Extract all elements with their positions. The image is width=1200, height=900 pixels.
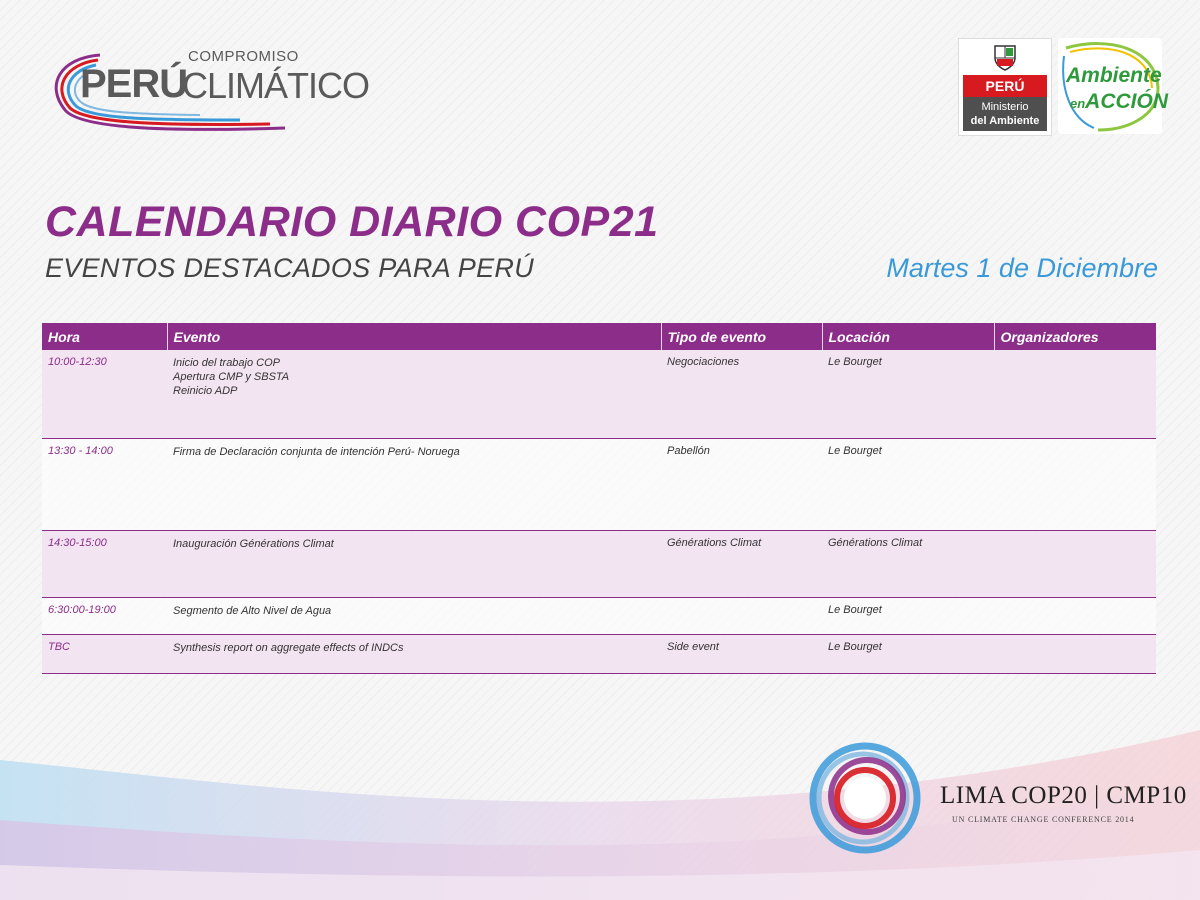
evento-line: Segmento de Alto Nivel de Agua: [173, 604, 332, 617]
cell-locacion: Le Bourget: [822, 350, 994, 438]
lima-cop20-ring-icon: [805, 738, 925, 858]
cell-locacion: Le Bourget: [822, 634, 994, 673]
cell-evento: [167, 530, 661, 597]
date-label: Martes 1 de Diciembre: [886, 253, 1158, 283]
logo-compromiso-text: COMPROMISO: [188, 48, 299, 65]
cell-hora: 14:30-15:00: [42, 530, 167, 597]
ministerio-ambiente-logo: [958, 38, 1169, 138]
page-subtitle: EVENTOS DESTACADOS PARA PERÚ: [45, 253, 535, 283]
cell-organizadores: [994, 350, 1156, 438]
cell-organizadores: [994, 597, 1156, 634]
lima-cop20-subtitle: UN CLIMATE CHANGE CONFERENCE 2014: [952, 815, 1135, 824]
cell-organizadores: [994, 530, 1156, 597]
header-evento: Evento: [167, 323, 661, 350]
ministry-line2: del Ambiente: [970, 115, 1040, 127]
cell-tipo: [661, 597, 822, 634]
cell-tipo: Pabellón: [661, 438, 822, 530]
cell-evento: [167, 438, 661, 530]
cell-hora: 10:00-12:30: [42, 350, 167, 438]
logo-peru-text: PERÚ: [80, 62, 188, 106]
header-organizadores: Organizadores: [994, 323, 1156, 350]
cell-evento: [167, 350, 661, 438]
evento-line: Firma de Declaración conjunta de intención Perú- Noruega: [173, 445, 460, 458]
en-text: en: [1070, 96, 1086, 111]
coat-of-arms-icon: [993, 44, 1017, 72]
cell-locacion: Générations Climat: [822, 530, 994, 597]
ambiente-en-accion-logo: [1058, 38, 1169, 134]
header-tipo: Tipo de evento: [661, 323, 822, 350]
en-accion-text: [1070, 90, 1168, 114]
accion-text: ACCIÓN: [1085, 90, 1169, 113]
table-row: [42, 634, 1156, 673]
table-row: [42, 597, 1156, 634]
ministry-label: [963, 97, 1047, 131]
cell-organizadores: [994, 438, 1156, 530]
peru-label: PERÚ: [963, 75, 1047, 97]
evento-line: Apertura CMP y SBSTA: [173, 371, 290, 383]
table-row: [42, 438, 1156, 530]
evento-line: Inauguración Générations Climat: [173, 537, 334, 550]
lima-cop20-text: LIMA COP20 | CMP10: [940, 782, 1187, 809]
evento-line: Reinicio ADP: [173, 385, 238, 397]
table-row: [42, 530, 1156, 597]
peru-ministry-badge: [958, 38, 1052, 136]
cell-tipo: Negociaciones: [661, 350, 822, 438]
cell-locacion: Le Bourget: [822, 438, 994, 530]
header-hora: Hora: [42, 323, 167, 350]
cell-evento: [167, 597, 661, 634]
peru-compromiso-climatico-logo: [40, 40, 370, 135]
logo-climatico-text: CLIMÁTICO: [182, 65, 370, 106]
table-row: [42, 350, 1156, 438]
page-title: CALENDARIO DIARIO COP21: [45, 198, 659, 246]
events-table: [42, 323, 1156, 674]
header-locacion: Locación: [822, 323, 994, 350]
evento-line: Synthesis report on aggregate effects of INDCs: [173, 641, 404, 654]
cell-organizadores: [994, 634, 1156, 673]
cell-hora: TBC: [42, 634, 167, 673]
cell-tipo: Side event: [661, 634, 822, 673]
table-header-row: [42, 323, 1156, 350]
cell-evento: [167, 634, 661, 673]
cell-locacion: Le Bourget: [822, 597, 994, 634]
cell-tipo: Générations Climat: [661, 530, 822, 597]
ministry-line1: Ministerio: [981, 101, 1029, 113]
ambiente-text: Ambiente: [1066, 64, 1162, 87]
evento-line: Inicio del trabajo COP: [173, 357, 280, 369]
cell-hora: 13:30 - 14:00: [42, 438, 167, 530]
cell-hora: 6:30:00-19:00: [42, 597, 167, 634]
